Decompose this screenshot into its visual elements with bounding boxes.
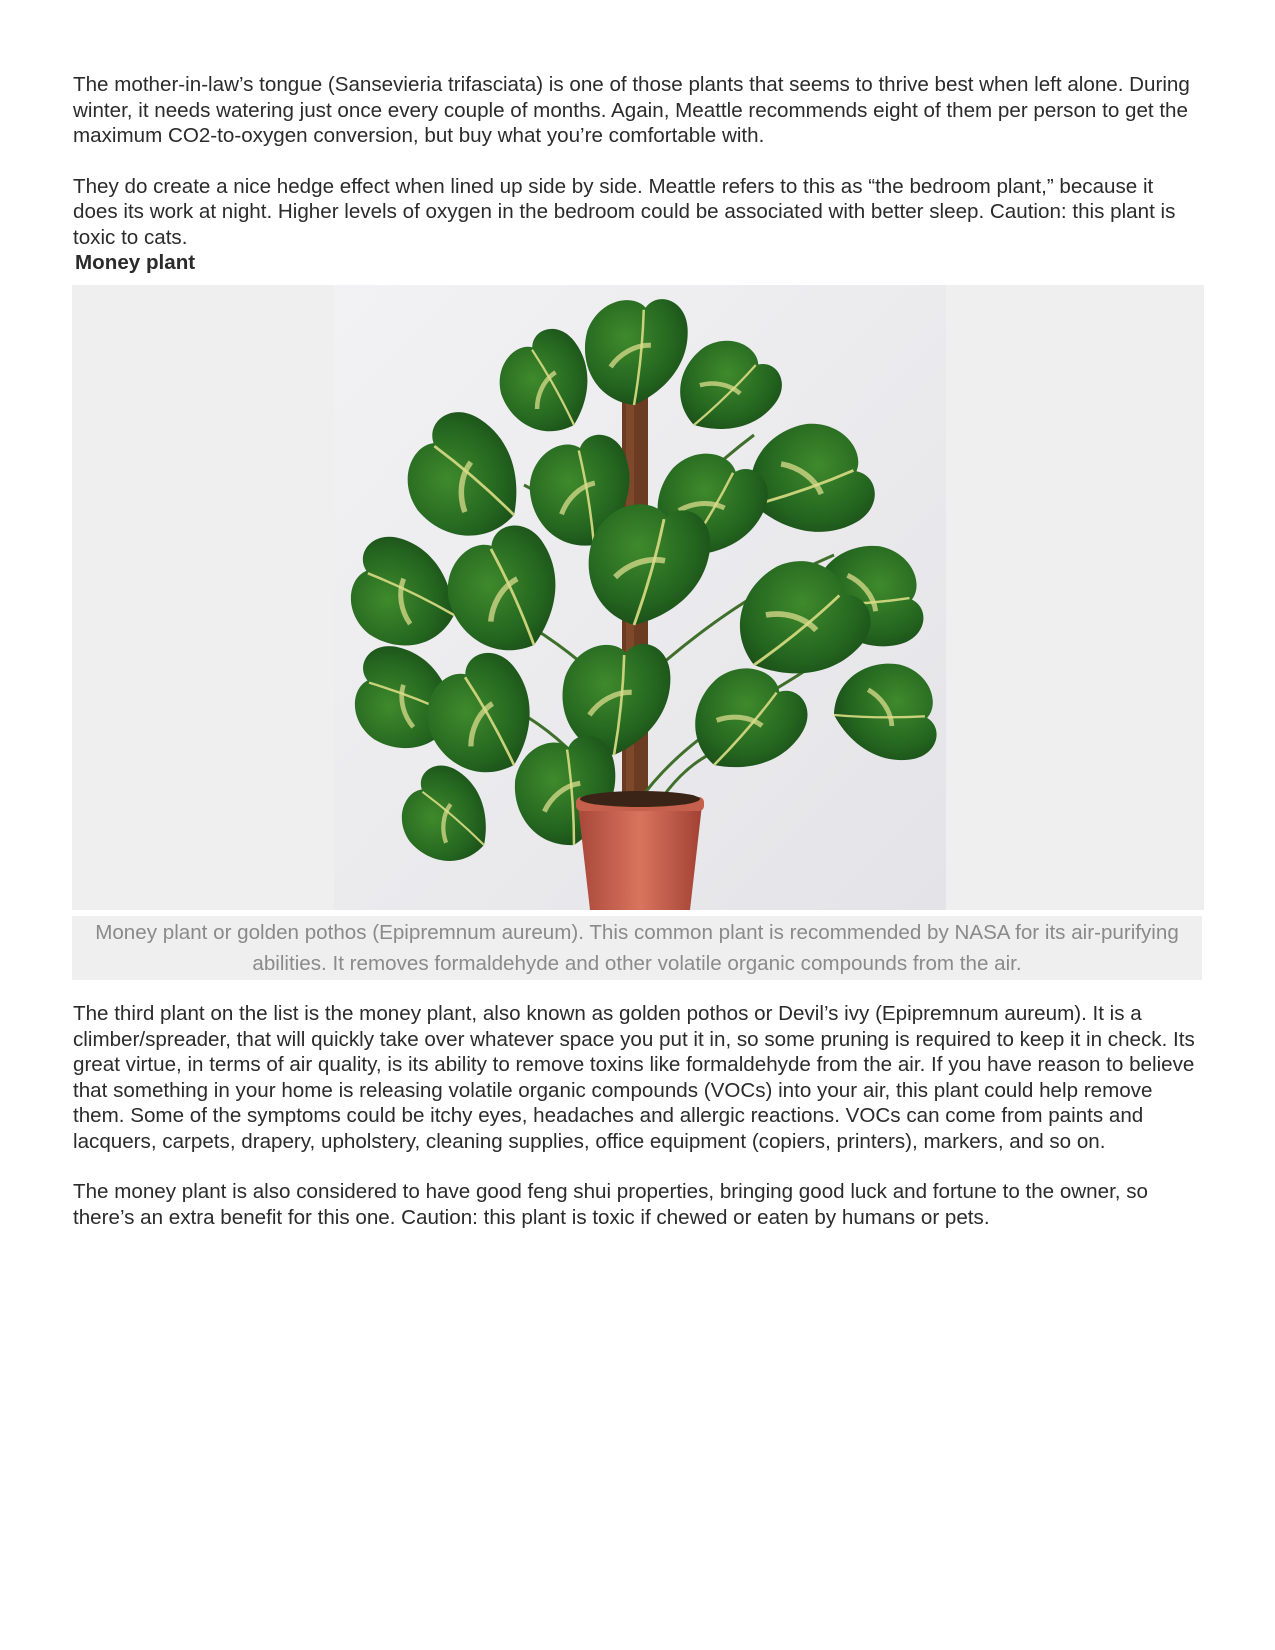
intro-paragraph: They do create a nice hedge effect when lined up side by side. Meattle refers to this as “the bedroom plant,” because it does its work at night. Higher levels of oxygen in the bedroom could be associated with better sleep. Caution: this plant is toxic to cats.: [73, 174, 1176, 249]
figure: [72, 285, 1204, 910]
section-heading: Money plant: [75, 251, 196, 274]
intro-section: [73, 72, 1203, 275]
body-paragraph: The money plant is also considered to have good feng shui properties, bringing good luck and fortune to the owner, so there’s an extra benefit for this one. Caution: this plant is toxic if chewed or eaten by humans or pets.: [73, 1180, 1148, 1229]
body-paragraph: The third plant on the list is the money plant, also known as golden pothos or Devil’s ivy (Epipremnum aureum). It is a climber/spreader, that will quickly take over whatever space you put it in, so some pruning is required to keep it in check. Its great virtue, in terms of air quality, is its ability to remove toxins like formaldehyde from the air. If you have reason to believe that something in your home is releasing volatile organic compounds (VOCs) into your air, this plant could help remove them. Some of the symptoms could be itchy eyes, headaches and allergic reactions. VOCs can come from paints and lacquers, carpets, drapery, upholstery, cleaning supplies, office equipment (copiers, printers), markers, and so on.: [73, 1002, 1195, 1153]
money-plant-photo: [334, 285, 946, 910]
intro-paragraph: The mother-in-law’s tongue (Sansevieria trifasciata) is one of those plants that seems to thrive best when left alone. During winter, it needs watering just once every couple of months. Again, Meattle recommends eight of them per person to get the maximum CO2-to-oxygen conversion, but buy what you’re comfortable with.: [73, 73, 1190, 147]
money-plant-section: [73, 1001, 1203, 1230]
caption-text: Money plant or golden pothos (Epipremnum aureum). This common plant is recommended by NASA for its air-purifying abilities. It removes formaldehyde and other volatile organic compounds from the air.: [95, 921, 1179, 975]
figure-caption: [72, 916, 1202, 980]
